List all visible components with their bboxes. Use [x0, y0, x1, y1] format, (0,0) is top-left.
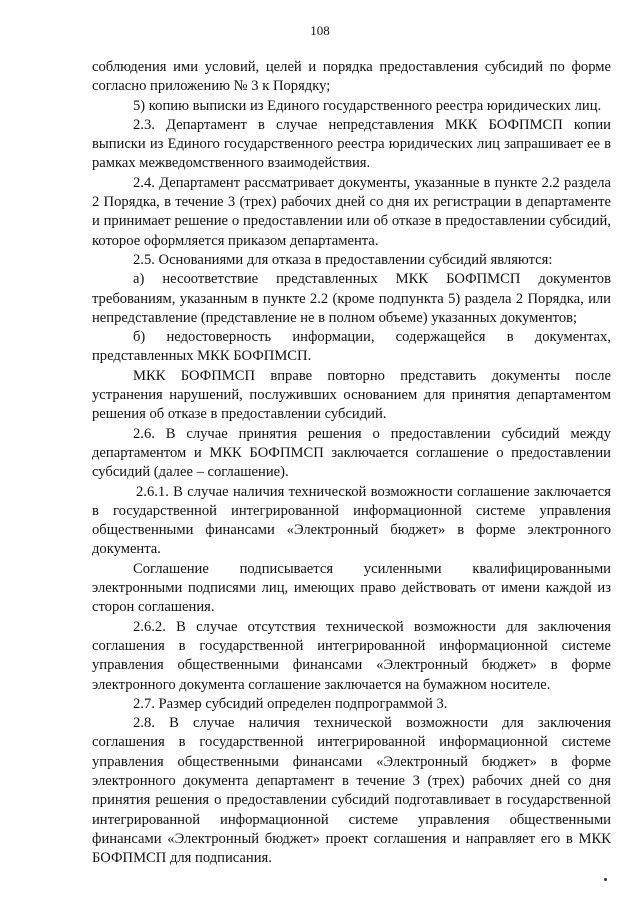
paragraph: 2.8. В случае наличия технической возможности для заключения соглашения в государственной интегрированной информационной системе управления общественными финансами «Электронный бюджет» в форме электронного документа департамент в течение 3 (трех) рабочих дней со дня принятия решения о предоставлении субсидий подготавливает в государственной интегрированной информационной системе управления общественными финансами «Электронный бюджет» проект соглашения и направляет его в МКК БОФПМСП для подписания. [92, 715, 611, 867]
paragraph: 2.7. Размер субсидий определен подпрограммой 3. [133, 695, 448, 712]
paragraph: соблюдения ими условий, целей и порядка предоставления субсидий по форме согласно приложению № 3 к Порядку; [92, 59, 611, 95]
paragraph: 5) копию выписки из Единого государственного реестра юридических лиц. [133, 97, 602, 114]
page-number: 108 [310, 23, 330, 38]
document-body [92, 58, 611, 868]
paragraph: б) недостоверность информации, содержащейся в документах, представленных МКК БОФПМСП. [92, 329, 611, 365]
paragraph: а) несоответствие представленных МКК БОФПМСП документов требованиям, указанным в пункте 2.2 (кроме подпункта 5) раздела 2 Порядка, или непредставление (представление не в полном объеме) указанных документов; [92, 271, 611, 326]
paragraph: МКК БОФПМСП вправе повторно представить документы после устранения нарушений, послуживших основанием для принятия департаментом решения об отказе в предоставлении субсидий. [92, 367, 611, 423]
paragraph: 2.4. Департамент рассматривает документы, указанные в пункте 2.2 раздела 2 Порядка, в течение 3 (трех) рабочих дней со дня их регистрации в департаменте и принимает решение о предоставлении или об отказе в предоставлении субсидий, которое оформляется приказом департамента. [92, 174, 611, 249]
paragraph: 2.6.2. В случае отсутствия технической возможности для заключения соглашения в государственной интегрированной информационной системе управления общественными финансами «Электронный бюджет» в форме электронного документа соглашение заключается на бумажном носителе. [92, 618, 611, 693]
paragraph: 2.3. Департамент в случае непредставления МКК БОФПМСП копии выписки из Единого государственного реестра юридических лиц запрашивает ее в рамках межведомственного взаимодействия. [92, 116, 611, 172]
paragraph: 2.6.1. В случае наличия технической возможности соглашение заключается в государственной интегрированной информационной системе управления общественными финансами «Электронный бюджет» в форме электронного документа. [92, 483, 611, 558]
paragraph: 2.6. В случае принятия решения о предоставлении субсидий между департаментом и МКК БОФПМСП заключается соглашение о предоставлении субсидий (далее – соглашение). [92, 425, 611, 481]
paragraph: Соглашение подписывается усиленными квалифицированными электронными подписями лиц, имеющих право действовать от имени каждой из сторон соглашения. [92, 560, 611, 616]
paragraph: 2.5. Основаниями для отказа в предоставлении субсидий являются: [133, 251, 553, 268]
scan-speck [604, 878, 607, 881]
